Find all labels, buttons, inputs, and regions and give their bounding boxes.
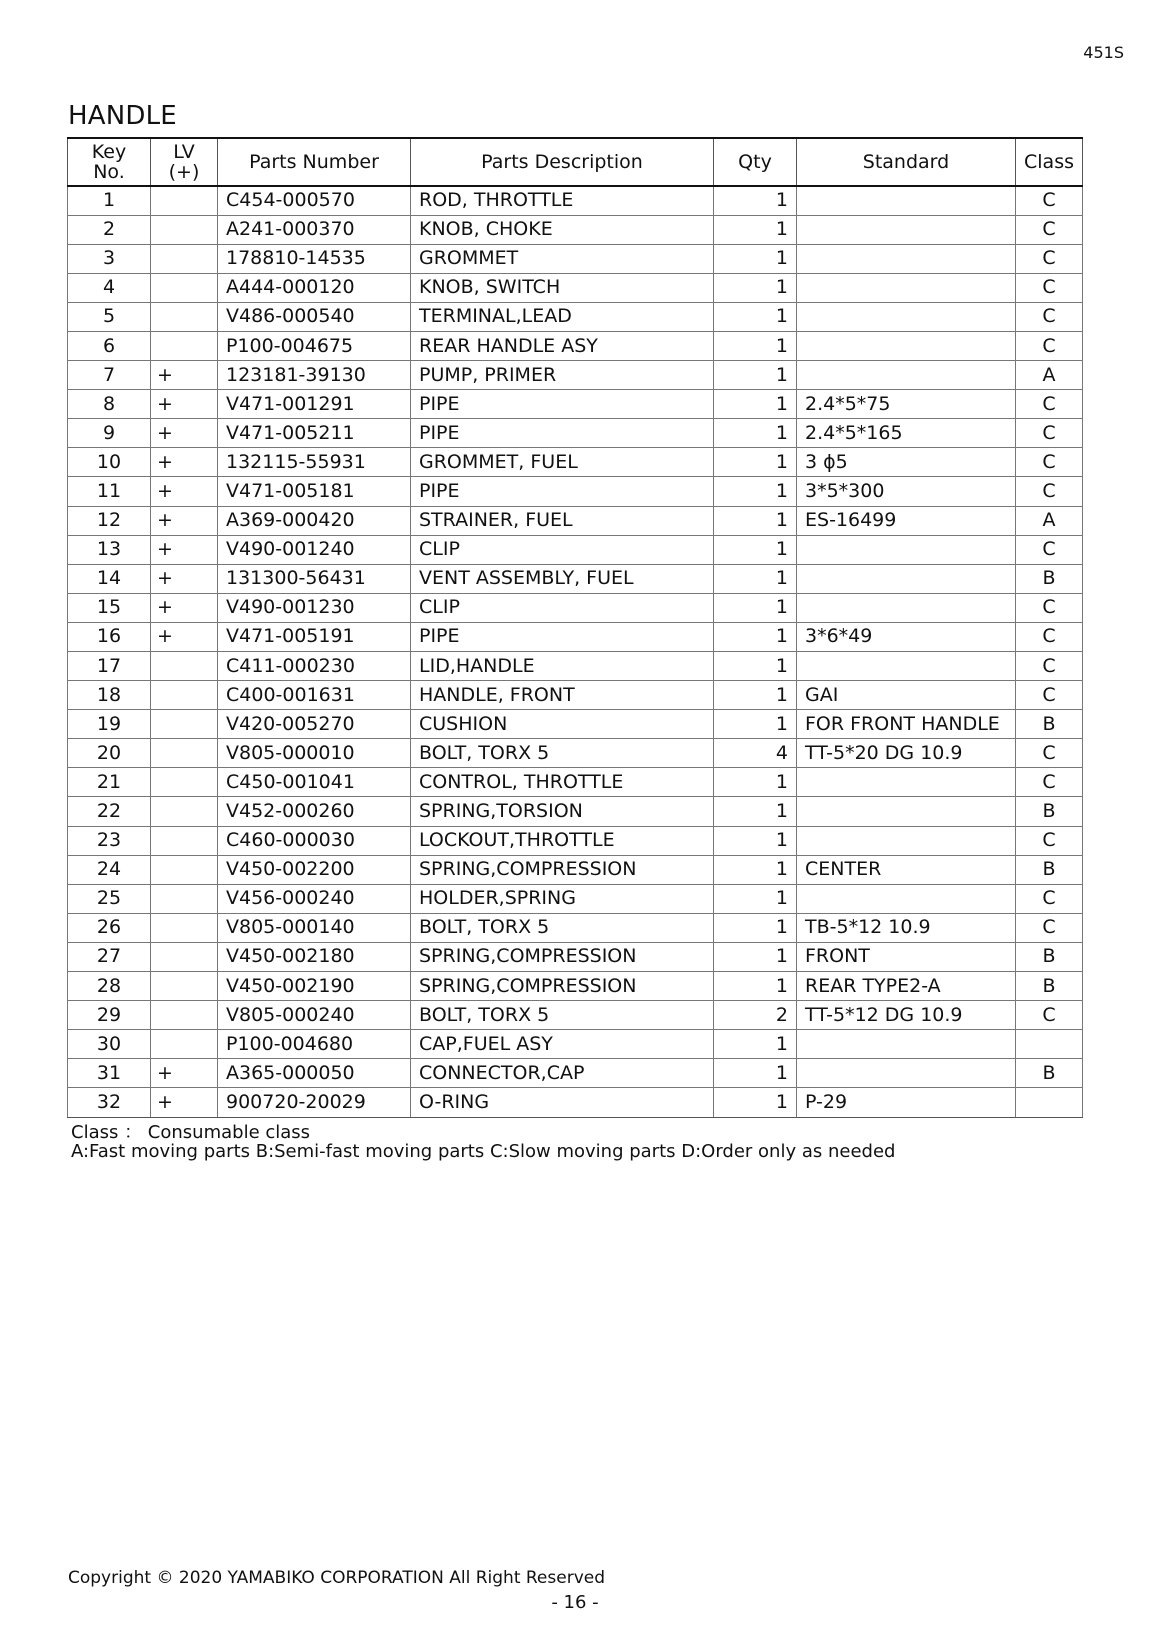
- cell-parts-description: VENT ASSEMBLY, FUEL: [411, 564, 714, 593]
- cell-qty: 1: [714, 710, 797, 739]
- table-row: [68, 506, 1083, 535]
- cell-standard: ES-16499: [797, 506, 1016, 535]
- cell-key-no: 3: [68, 244, 151, 273]
- cell-parts-number: V486-000540: [218, 302, 411, 331]
- cell-class: C: [1016, 1001, 1083, 1030]
- cell-parts-description: PIPE: [411, 477, 714, 506]
- cell-standard: TT-5*12 DG 10.9: [797, 1001, 1016, 1030]
- cell-lv: [151, 681, 218, 710]
- cell-class: B: [1016, 710, 1083, 739]
- cell-key-no: 8: [68, 390, 151, 419]
- cell-key-no: 32: [68, 1088, 151, 1117]
- cell-lv: +: [151, 477, 218, 506]
- cell-qty: 1: [714, 244, 797, 273]
- cell-parts-description: PUMP, PRIMER: [411, 361, 714, 390]
- cell-parts-description: KNOB, CHOKE: [411, 215, 714, 244]
- cell-standard: 2.4*5*75: [797, 390, 1016, 419]
- cell-class: C: [1016, 390, 1083, 419]
- cell-key-no: 4: [68, 273, 151, 302]
- cell-key-no: 7: [68, 361, 151, 390]
- cell-parts-description: BOLT, TORX 5: [411, 913, 714, 942]
- cell-class: C: [1016, 739, 1083, 768]
- table-row: [68, 942, 1083, 971]
- class-note-legend: A:Fast moving parts B:Semi-fast moving parts C:Slow moving parts D:Order only as needed: [71, 1141, 896, 1162]
- table-row: [68, 913, 1083, 942]
- cell-parts-description: TERMINAL,LEAD: [411, 302, 714, 331]
- cell-key-no: 6: [68, 331, 151, 360]
- cell-class: A: [1016, 506, 1083, 535]
- cell-parts-description: GROMMET: [411, 244, 714, 273]
- cell-qty: 1: [714, 448, 797, 477]
- cell-parts-description: LOCKOUT,THROTTLE: [411, 826, 714, 855]
- table-row: [68, 331, 1083, 360]
- cell-lv: [151, 273, 218, 302]
- cell-class: B: [1016, 564, 1083, 593]
- cell-parts-number: V420-005270: [218, 710, 411, 739]
- cell-key-no: 23: [68, 826, 151, 855]
- cell-key-no: 16: [68, 622, 151, 651]
- cell-lv: +: [151, 419, 218, 448]
- cell-lv: [151, 1001, 218, 1030]
- cell-parts-number: V450-002190: [218, 972, 411, 1001]
- cell-parts-number: V471-005181: [218, 477, 411, 506]
- cell-class: C: [1016, 826, 1083, 855]
- header-lv-line1: LV: [173, 141, 195, 163]
- table-row: [68, 855, 1083, 884]
- copyright-notice: Copyright © 2020 YAMABIKO CORPORATION All Right Reserved: [68, 1568, 606, 1588]
- cell-parts-number: A369-000420: [218, 506, 411, 535]
- table-row: [68, 215, 1083, 244]
- table-row: [68, 622, 1083, 651]
- cell-parts-number: C450-001041: [218, 768, 411, 797]
- cell-class: C: [1016, 215, 1083, 244]
- cell-class: [1016, 1088, 1083, 1117]
- cell-parts-description: STRAINER, FUEL: [411, 506, 714, 535]
- header-parts-number: Parts Number: [218, 138, 411, 186]
- cell-lv: [151, 652, 218, 681]
- cell-parts-description: O-RING: [411, 1088, 714, 1117]
- cell-standard: [797, 1030, 1016, 1059]
- cell-key-no: 18: [68, 681, 151, 710]
- cell-parts-description: CLIP: [411, 535, 714, 564]
- cell-lv: [151, 942, 218, 971]
- cell-class: B: [1016, 942, 1083, 971]
- cell-class: C: [1016, 273, 1083, 302]
- cell-class: C: [1016, 913, 1083, 942]
- table-row: [68, 1088, 1083, 1117]
- cell-standard: [797, 797, 1016, 826]
- cell-parts-description: PIPE: [411, 419, 714, 448]
- cell-standard: [797, 361, 1016, 390]
- cell-parts-description: CLIP: [411, 593, 714, 622]
- parts-table: [67, 137, 1083, 1118]
- cell-key-no: 15: [68, 593, 151, 622]
- cell-key-no: 22: [68, 797, 151, 826]
- cell-parts-description: GROMMET, FUEL: [411, 448, 714, 477]
- cell-qty: 1: [714, 419, 797, 448]
- cell-qty: 1: [714, 855, 797, 884]
- cell-qty: 1: [714, 564, 797, 593]
- cell-lv: [151, 710, 218, 739]
- cell-standard: P-29: [797, 1088, 1016, 1117]
- cell-class: C: [1016, 768, 1083, 797]
- cell-standard: [797, 652, 1016, 681]
- header-key-no: [68, 138, 151, 186]
- cell-qty: 1: [714, 884, 797, 913]
- cell-lv: [151, 797, 218, 826]
- table-row: [68, 1030, 1083, 1059]
- cell-lv: [151, 215, 218, 244]
- table-row: [68, 477, 1083, 506]
- cell-qty: 1: [714, 273, 797, 302]
- cell-lv: [151, 1030, 218, 1059]
- cell-parts-number: 132115-55931: [218, 448, 411, 477]
- cell-parts-number: C400-001631: [218, 681, 411, 710]
- cell-class: C: [1016, 681, 1083, 710]
- table-row: [68, 972, 1083, 1001]
- table-row: [68, 448, 1083, 477]
- cell-lv: +: [151, 564, 218, 593]
- cell-lv: [151, 739, 218, 768]
- cell-parts-description: LID,HANDLE: [411, 652, 714, 681]
- cell-lv: +: [151, 448, 218, 477]
- cell-qty: 1: [714, 768, 797, 797]
- section-title: HANDLE: [68, 101, 177, 132]
- cell-standard: [797, 564, 1016, 593]
- cell-key-no: 5: [68, 302, 151, 331]
- cell-qty: 1: [714, 302, 797, 331]
- cell-parts-number: C460-000030: [218, 826, 411, 855]
- page-number: - 16 -: [551, 1592, 599, 1613]
- cell-class: B: [1016, 972, 1083, 1001]
- cell-lv: [151, 302, 218, 331]
- table-row: [68, 710, 1083, 739]
- table-row: [68, 1059, 1083, 1088]
- cell-parts-description: BOLT, TORX 5: [411, 739, 714, 768]
- cell-standard: [797, 273, 1016, 302]
- table-row: [68, 768, 1083, 797]
- cell-class: C: [1016, 622, 1083, 651]
- cell-parts-number: A365-000050: [218, 1059, 411, 1088]
- header-key-line1: Key: [91, 141, 127, 163]
- table-row: [68, 390, 1083, 419]
- cell-qty: 1: [714, 1088, 797, 1117]
- cell-parts-description: PIPE: [411, 622, 714, 651]
- cell-standard: [797, 535, 1016, 564]
- cell-parts-number: V450-002180: [218, 942, 411, 971]
- header-lv-line2: (+): [168, 161, 200, 183]
- cell-standard: [797, 186, 1016, 215]
- cell-key-no: 9: [68, 419, 151, 448]
- cell-key-no: 13: [68, 535, 151, 564]
- class-note-title: Class ： Consumable class: [71, 1122, 311, 1143]
- cell-qty: 1: [714, 331, 797, 360]
- model-code: 451S: [1083, 43, 1124, 62]
- cell-class: C: [1016, 244, 1083, 273]
- cell-parts-number: V805-000010: [218, 739, 411, 768]
- header-key-line2: No.: [93, 161, 125, 183]
- cell-parts-number: 900720-20029: [218, 1088, 411, 1117]
- cell-lv: +: [151, 390, 218, 419]
- cell-parts-number: C411-000230: [218, 652, 411, 681]
- cell-parts-number: C454-000570: [218, 186, 411, 215]
- cell-standard: CENTER: [797, 855, 1016, 884]
- cell-lv: [151, 855, 218, 884]
- cell-parts-number: V471-001291: [218, 390, 411, 419]
- cell-parts-description: SPRING,COMPRESSION: [411, 942, 714, 971]
- cell-parts-number: 123181-39130: [218, 361, 411, 390]
- cell-lv: [151, 768, 218, 797]
- cell-standard: 2.4*5*165: [797, 419, 1016, 448]
- cell-qty: 1: [714, 186, 797, 215]
- cell-parts-number: 131300-56431: [218, 564, 411, 593]
- cell-standard: [797, 1059, 1016, 1088]
- cell-qty: 1: [714, 972, 797, 1001]
- cell-lv: +: [151, 622, 218, 651]
- cell-parts-number: V456-000240: [218, 884, 411, 913]
- table-row: [68, 884, 1083, 913]
- cell-lv: [151, 331, 218, 360]
- cell-parts-number: A444-000120: [218, 273, 411, 302]
- cell-qty: 1: [714, 535, 797, 564]
- cell-lv: +: [151, 506, 218, 535]
- cell-qty: 1: [714, 942, 797, 971]
- cell-parts-number: V452-000260: [218, 797, 411, 826]
- cell-key-no: 1: [68, 186, 151, 215]
- cell-class: C: [1016, 535, 1083, 564]
- table-row: [68, 273, 1083, 302]
- header-lv: [151, 138, 218, 186]
- cell-qty: 2: [714, 1001, 797, 1030]
- cell-parts-number: V805-000140: [218, 913, 411, 942]
- cell-key-no: 12: [68, 506, 151, 535]
- cell-qty: 1: [714, 826, 797, 855]
- cell-qty: 4: [714, 739, 797, 768]
- cell-standard: GAI: [797, 681, 1016, 710]
- cell-qty: 1: [714, 1059, 797, 1088]
- cell-parts-description: CUSHION: [411, 710, 714, 739]
- cell-parts-description: KNOB, SWITCH: [411, 273, 714, 302]
- cell-standard: TB-5*12 10.9: [797, 913, 1016, 942]
- table-row: [68, 244, 1083, 273]
- cell-parts-number: P100-004675: [218, 331, 411, 360]
- cell-standard: [797, 244, 1016, 273]
- table-row: [68, 302, 1083, 331]
- cell-lv: +: [151, 593, 218, 622]
- cell-class: C: [1016, 652, 1083, 681]
- header-standard: Standard: [797, 138, 1016, 186]
- cell-parts-number: V471-005211: [218, 419, 411, 448]
- cell-lv: [151, 186, 218, 215]
- cell-class: B: [1016, 797, 1083, 826]
- table-row: [68, 739, 1083, 768]
- class-note: [71, 1123, 895, 1161]
- cell-qty: 1: [714, 506, 797, 535]
- cell-class: B: [1016, 855, 1083, 884]
- cell-lv: +: [151, 1088, 218, 1117]
- cell-key-no: 20: [68, 739, 151, 768]
- cell-class: C: [1016, 477, 1083, 506]
- table-row: [68, 564, 1083, 593]
- cell-standard: [797, 593, 1016, 622]
- cell-standard: 3*5*300: [797, 477, 1016, 506]
- table-row: [68, 797, 1083, 826]
- cell-qty: 1: [714, 913, 797, 942]
- cell-parts-description: ROD, THROTTLE: [411, 186, 714, 215]
- cell-parts-description: SPRING,TORSION: [411, 797, 714, 826]
- cell-standard: [797, 302, 1016, 331]
- cell-standard: [797, 826, 1016, 855]
- cell-parts-description: CONTROL, THROTTLE: [411, 768, 714, 797]
- cell-parts-number: V805-000240: [218, 1001, 411, 1030]
- cell-parts-description: HOLDER,SPRING: [411, 884, 714, 913]
- cell-key-no: 30: [68, 1030, 151, 1059]
- cell-lv: +: [151, 1059, 218, 1088]
- cell-key-no: 2: [68, 215, 151, 244]
- cell-standard: 3 ϕ5: [797, 448, 1016, 477]
- cell-key-no: 29: [68, 1001, 151, 1030]
- cell-class: C: [1016, 593, 1083, 622]
- cell-qty: 1: [714, 652, 797, 681]
- table-row: [68, 681, 1083, 710]
- cell-qty: 1: [714, 477, 797, 506]
- cell-key-no: 25: [68, 884, 151, 913]
- cell-key-no: 27: [68, 942, 151, 971]
- header-qty: Qty: [714, 138, 797, 186]
- cell-class: C: [1016, 884, 1083, 913]
- cell-qty: 1: [714, 593, 797, 622]
- table-row: [68, 535, 1083, 564]
- cell-lv: [151, 826, 218, 855]
- cell-key-no: 31: [68, 1059, 151, 1088]
- cell-qty: 1: [714, 1030, 797, 1059]
- cell-key-no: 19: [68, 710, 151, 739]
- cell-standard: REAR TYPE2-A: [797, 972, 1016, 1001]
- cell-qty: 1: [714, 361, 797, 390]
- cell-standard: [797, 331, 1016, 360]
- cell-standard: FOR FRONT HANDLE: [797, 710, 1016, 739]
- cell-qty: 1: [714, 215, 797, 244]
- cell-standard: [797, 768, 1016, 797]
- cell-class: C: [1016, 419, 1083, 448]
- cell-lv: +: [151, 535, 218, 564]
- cell-lv: [151, 913, 218, 942]
- cell-parts-number: V471-005191: [218, 622, 411, 651]
- cell-parts-number: A241-000370: [218, 215, 411, 244]
- header-class: Class: [1016, 138, 1083, 186]
- cell-parts-description: CAP,FUEL ASY: [411, 1030, 714, 1059]
- cell-class: C: [1016, 186, 1083, 215]
- cell-qty: 1: [714, 681, 797, 710]
- cell-parts-description: REAR HANDLE ASY: [411, 331, 714, 360]
- table-row: [68, 186, 1083, 215]
- cell-parts-number: P100-004680: [218, 1030, 411, 1059]
- table-row: [68, 361, 1083, 390]
- table-row: [68, 593, 1083, 622]
- cell-standard: 3*6*49: [797, 622, 1016, 651]
- cell-parts-number: V450-002200: [218, 855, 411, 884]
- cell-parts-number: V490-001230: [218, 593, 411, 622]
- cell-lv: [151, 884, 218, 913]
- cell-key-no: 28: [68, 972, 151, 1001]
- cell-qty: 1: [714, 622, 797, 651]
- header-parts-description: Parts Description: [411, 138, 714, 186]
- cell-class: B: [1016, 1059, 1083, 1088]
- cell-class: A: [1016, 361, 1083, 390]
- table-row: [68, 419, 1083, 448]
- cell-qty: 1: [714, 797, 797, 826]
- cell-class: C: [1016, 448, 1083, 477]
- cell-parts-number: V490-001240: [218, 535, 411, 564]
- cell-key-no: 10: [68, 448, 151, 477]
- cell-key-no: 24: [68, 855, 151, 884]
- cell-class: C: [1016, 302, 1083, 331]
- table-row: [68, 1001, 1083, 1030]
- cell-key-no: 21: [68, 768, 151, 797]
- cell-lv: [151, 972, 218, 1001]
- cell-standard: TT-5*20 DG 10.9: [797, 739, 1016, 768]
- cell-class: [1016, 1030, 1083, 1059]
- cell-parts-description: BOLT, TORX 5: [411, 1001, 714, 1030]
- cell-parts-description: CONNECTOR,CAP: [411, 1059, 714, 1088]
- cell-parts-description: HANDLE, FRONT: [411, 681, 714, 710]
- cell-class: C: [1016, 331, 1083, 360]
- cell-lv: [151, 244, 218, 273]
- table-row: [68, 652, 1083, 681]
- cell-parts-number: 178810-14535: [218, 244, 411, 273]
- cell-lv: +: [151, 361, 218, 390]
- cell-key-no: 17: [68, 652, 151, 681]
- cell-standard: FRONT: [797, 942, 1016, 971]
- cell-standard: [797, 884, 1016, 913]
- cell-key-no: 14: [68, 564, 151, 593]
- table-body: [68, 186, 1083, 1117]
- cell-parts-description: SPRING,COMPRESSION: [411, 855, 714, 884]
- table-row: [68, 826, 1083, 855]
- cell-qty: 1: [714, 390, 797, 419]
- cell-parts-description: SPRING,COMPRESSION: [411, 972, 714, 1001]
- cell-key-no: 26: [68, 913, 151, 942]
- table-header: [68, 138, 1083, 186]
- cell-standard: [797, 215, 1016, 244]
- cell-key-no: 11: [68, 477, 151, 506]
- cell-parts-description: PIPE: [411, 390, 714, 419]
